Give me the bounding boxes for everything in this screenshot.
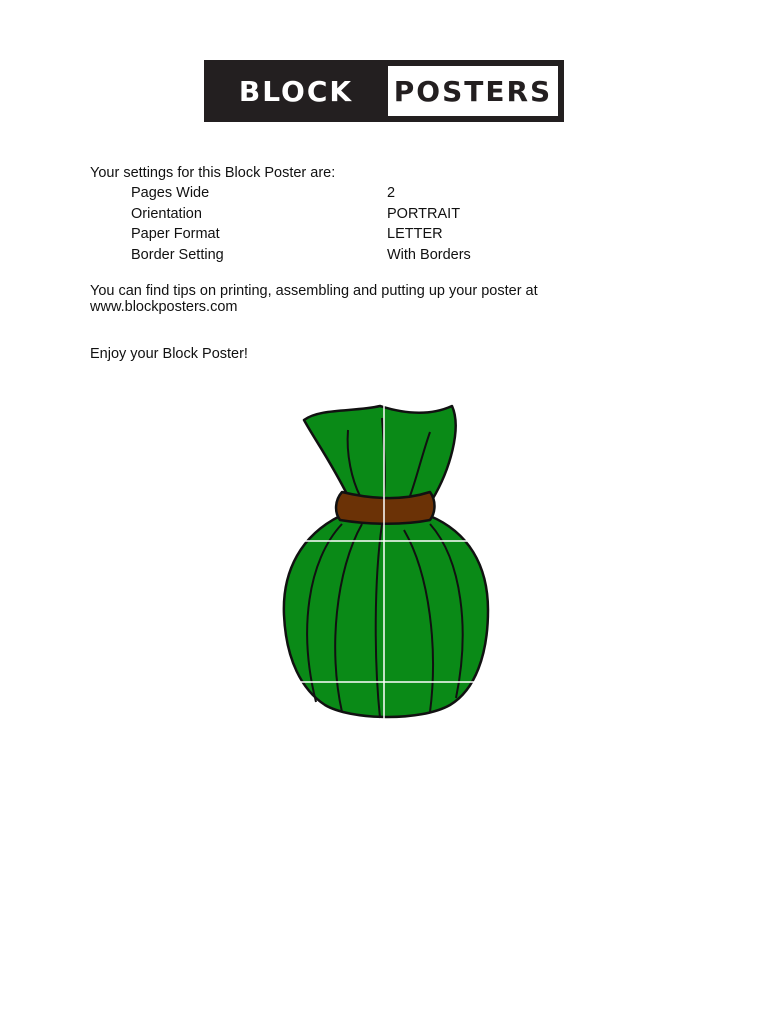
setting-value: PORTRAIT (387, 205, 461, 222)
settings-intro: Your settings for this Block Poster are: (90, 165, 336, 181)
sack-top (304, 406, 456, 500)
tips-paragraph (90, 284, 590, 315)
block-posters-logo (204, 60, 564, 122)
enjoy-message: Enjoy your Block Poster! (90, 346, 248, 362)
setting-label: Paper Format (131, 226, 220, 243)
setting-row-paper-format (131, 226, 531, 247)
tips-text: You can find tips on printing, assembling and putting up your poster at (90, 283, 538, 299)
setting-label: Pages Wide (131, 185, 210, 201)
logo-word-block: BLOCK (238, 74, 354, 108)
website-url: www.blockposters.com (90, 298, 238, 315)
setting-row-border-setting (131, 247, 531, 268)
setting-label: Border Setting (131, 247, 224, 264)
setting-row-pages-wide (131, 185, 531, 206)
poster-preview-image (280, 400, 490, 725)
logo-word-posters: POSTERS (388, 66, 558, 116)
settings-list (131, 185, 531, 268)
setting-row-orientation (131, 206, 531, 227)
setting-value: LETTER (387, 226, 443, 243)
setting-value: With Borders (387, 247, 471, 264)
setting-label: Orientation (131, 205, 202, 222)
setting-value: 2 (387, 185, 396, 201)
